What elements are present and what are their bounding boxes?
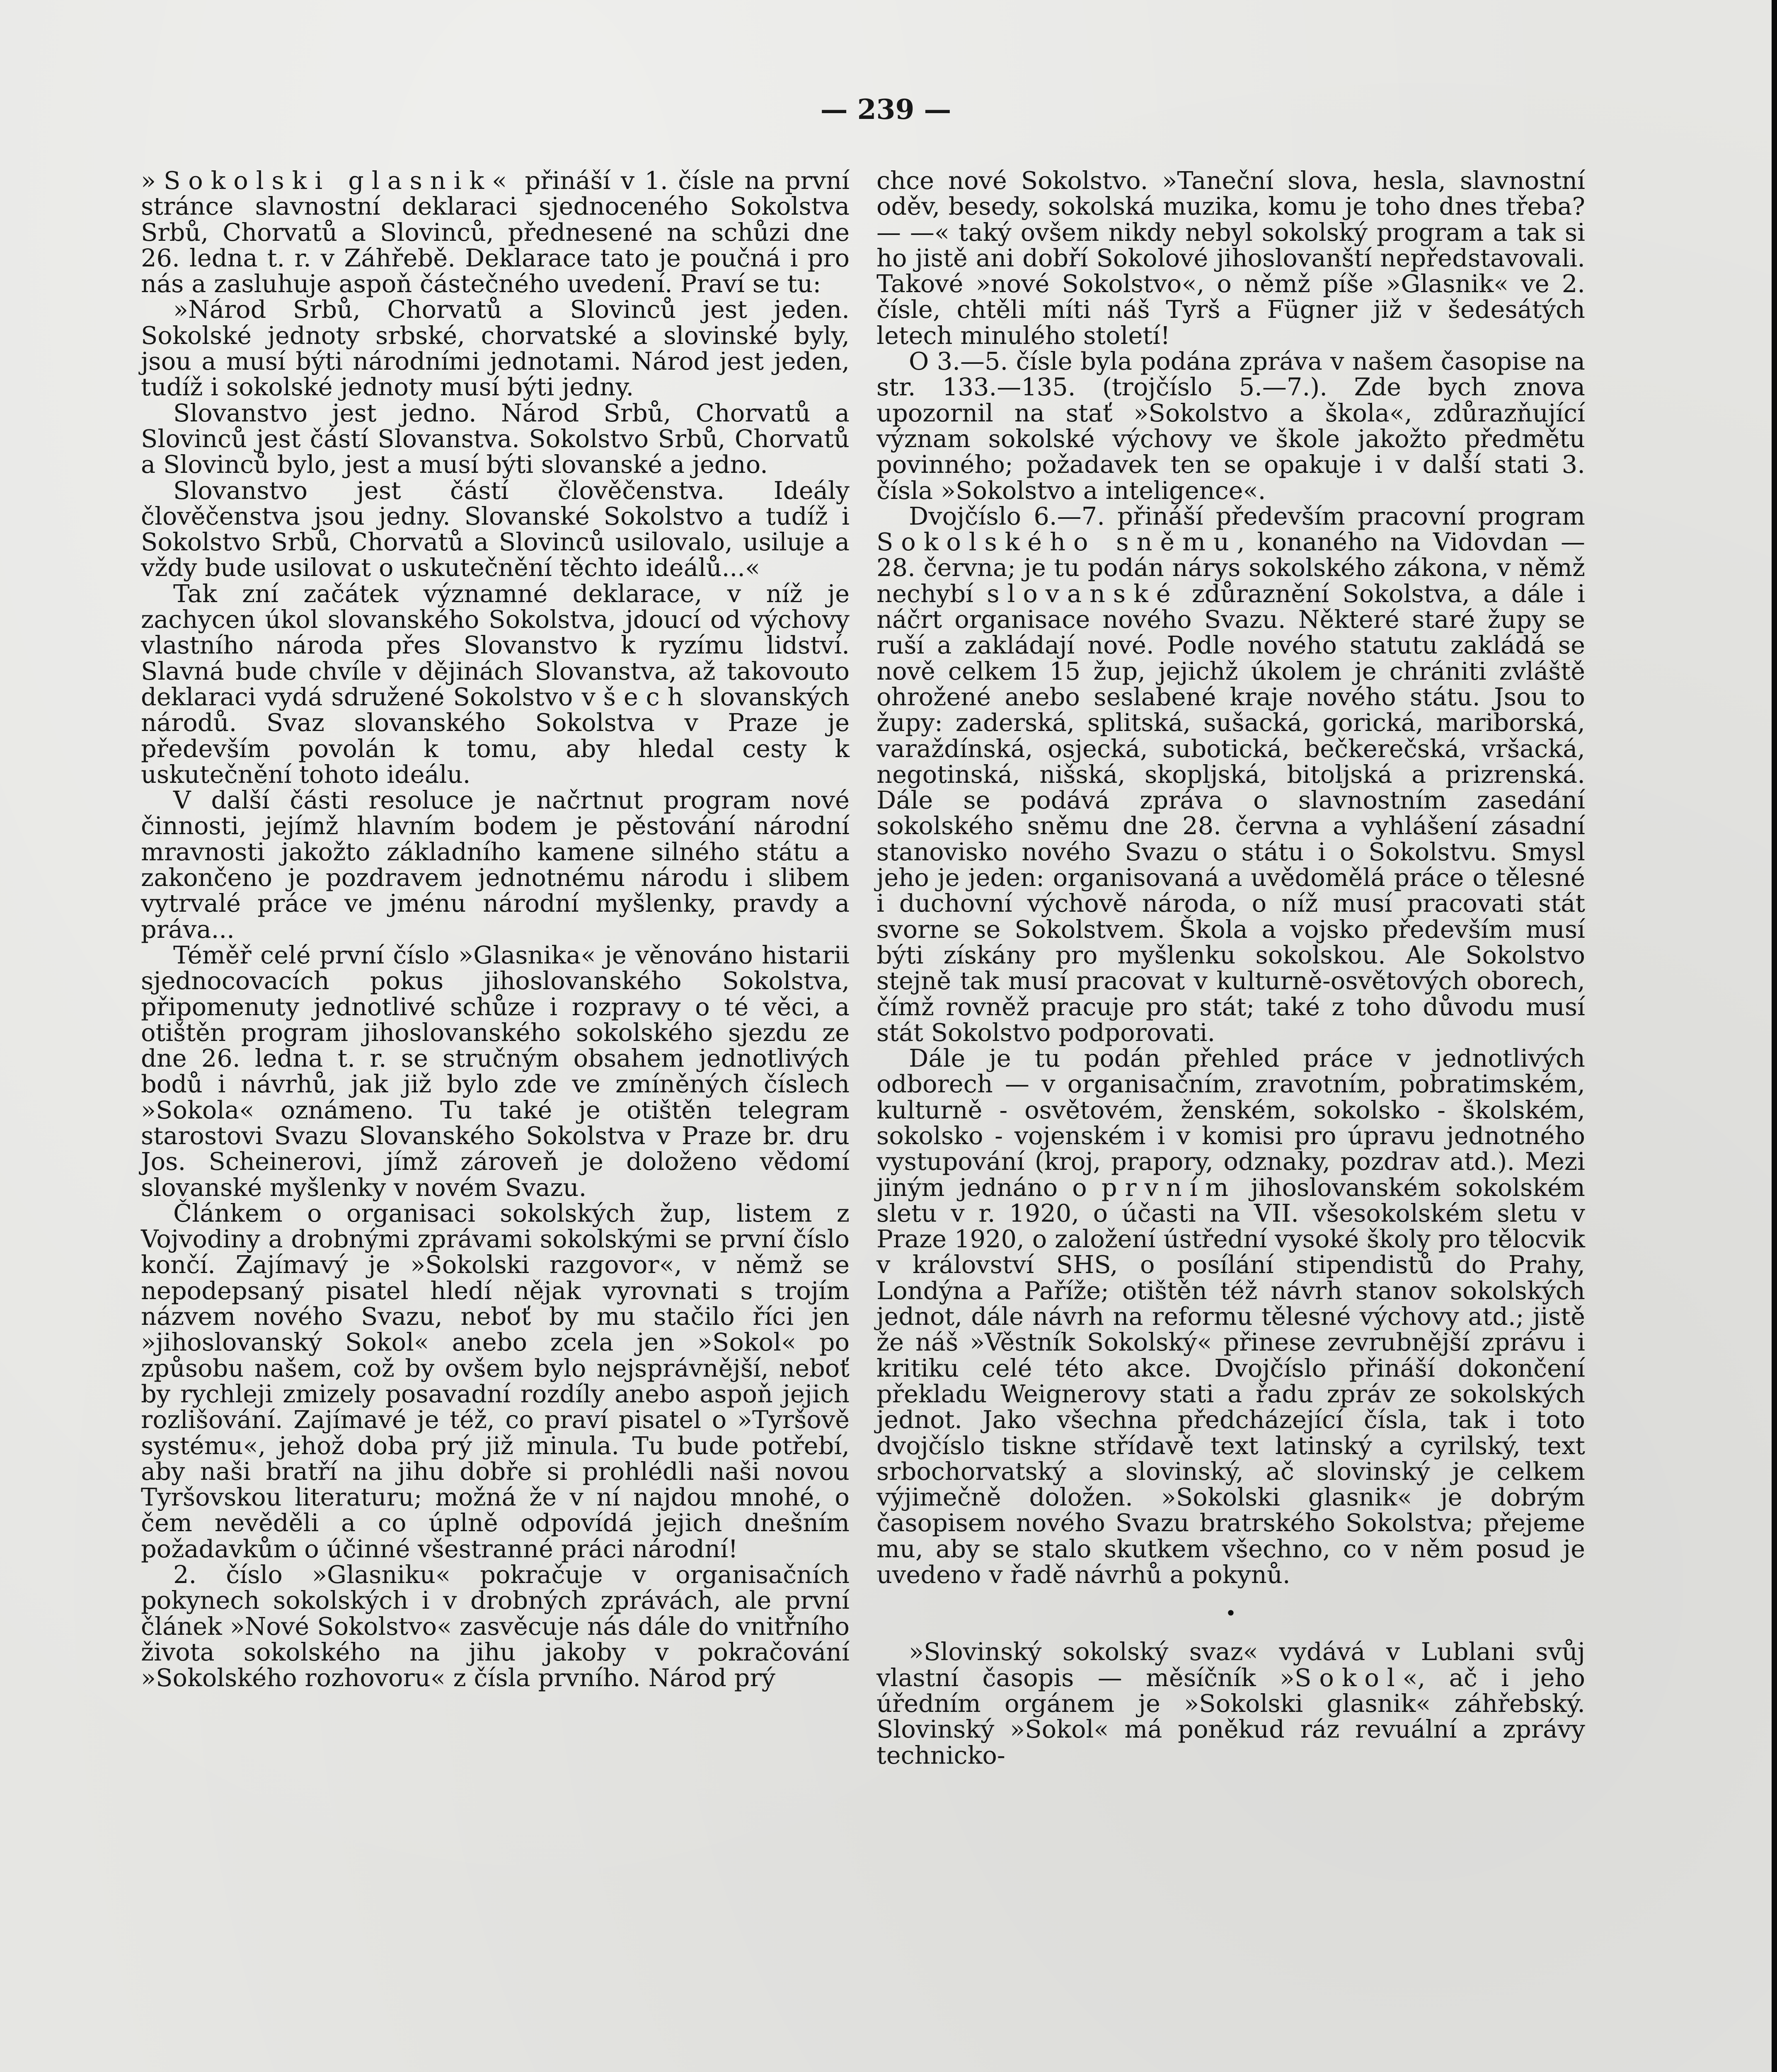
paragraph-text: Článkem o organisaci sokolských žup, listem z Vojvodiny a drobnými zprávami sokolskými se první číslo končí. Zajímavý je »Sokolski razgovor«, v němž se nepodepsaný pisatel hledí nějak vyrovnati s trojím názvem nového Svazu, neboť by mu stačilo říci jen »jihoslovanský Sokol« anebo zcela jen »Sokol« po způsobu našem, což by ovšem bylo nejsprávnější, neboť by rychleji zmizely posavadní rozdíly anebo aspoň jejich rozlišování. Zajímavé je též, co praví pisatel o »Tyršově systému«, jehož doba prý již minula. Tu bude potřebí, aby naši bratří na jihu dobře si prohlédli naši novou Tyršovskou literaturu; možná že v ní najdou mnohé, o čem nevěděli a co úplně odpovídá jejich dnešním požadavkům o účinné všestranné práci národní!	[141, 1198, 850, 1563]
paragraph-text: »Národ Srbů, Chorvatů a Slovinců jest jeden. Sokolské jednoty srbské, chorvatské a slovinské byly, jsou a musí býti národními jednotami. Národ jest jeden, tudíž i sokolské jednoty musí býti jedny.	[141, 295, 850, 402]
paragraph-text: V další části resoluce je načrtnut program nové činnosti, jejímž hlavním bodem je pěstování národní mravnosti jakožto základního kamene silného státu a zakončeno je pozdravem jednotnému národu i slibem vytrvalé práce ve jménu národní myšlenky, pravdy a práva...	[141, 786, 850, 944]
paragraph-text: zdůraznění Sokolstva, a dále i náčrt organisace nového Svazu. Některé staré župy se ruší a zakládají nové. Podle nového statutu zakládá se nově celkem 15 žup, jejichž úkolem je chrániti zvláště ohrožené anebo seslabené kraje nového státu. Jsou to župy: zaderská, splitská, sušacká, gorická, mariborská, varaždínská, osjecká, subotická, bečkerečská, vršacká, negotinská, nišská, skopljská, bitoljská a prizrenská. Dále se podává zpráva o slavnostním zasedání sokolského sněmu dne 28. června a vyhlášení zásadní stanovisko nového Svazu o státu i o Sokolstvu. Smysl jeho je jeden: organisovaná a uvědomělá práce o tělesné i duchovní výchově národa, o níž musí pracovati stát svorne se Sokolstvem. Škola a vojsko především musí býti získány pro myšlenku sokolskou. Ale Sokolstvo stejně tak musí pracovat v kulturně-osvětových oborech, čímž rovněž pracuje pro stát; také z toho důvodu musí stát Sokolstvo podporovati.	[876, 579, 1585, 1047]
spaced-word: slovanské	[987, 579, 1179, 608]
left-column	[141, 168, 850, 1691]
paragraph-text: Dvojčíslo 6.—7. přináší především pracovní program	[909, 501, 1585, 530]
paragraph	[141, 1198, 850, 1563]
spaced-title: »Sokolski glasnik«	[141, 166, 515, 195]
spaced-word: všech	[581, 682, 691, 711]
paragraph	[876, 349, 1585, 503]
paragraph	[141, 478, 850, 581]
paragraph-text: , konaného na Vidovdan — 28. června; je tu podán nárys sokolského zákona, v němž nechybí	[876, 528, 1585, 608]
paragraph-text: jihoslovanském sokolském sletu v r. 1920, o účasti na VII. všesokolském sletu v Praze 1920, o založení ústřední vysoké školy pro tělocvik v království SHS, o posílání stipendistů do Prahy, Londýna a Paříže; otištěn též návrh stanov sokolských jednot, dále návrh na reformu tělesné výchovy atd.; jistě že náš »Věstník Sokolský« přinese zevrubnější zprávu i kritiku celé této akce. Dvojčíslo přináší dokončení překladu Weignerovy stati a řadu zpráv ze sokolských jednot. Jako všechna předcházející čísla, tak i toto dvojčíslo tiskne střídavě text latinský a cyrilský, text srbochorvatský a slovinský, ač slovinský je celkem výjimečně doložen. »Sokolski glasnik« je dobrým časopisem nového Svazu bratrského Sokolstva; přejeme mu, aby se stalo skutkem všechno, co v něm posud je uvedeno v řadě návrhů a pokynů.	[876, 1173, 1585, 1589]
spaced-word: prvním	[1101, 1173, 1237, 1202]
paragraph-text: «, ač i jeho úředním orgánem je »Sokolski glasnik« záhřebský. Slovinský »Sokol« má poněkud ráz revuální a zprávy technicko-	[876, 1663, 1586, 1769]
page-number: — 239 —	[820, 93, 951, 126]
paragraph-text: 2. číslo »Glasniku« pokračuje v organisačních pokynech sokolských i v drobných zprávách, ale první článek »Nové Sokolstvo« zasvěcuje nás dále do vnitřního života sokolského na jihu jakoby v pokračování »Sokolského rozhovoru« z čísla prvního. Národ prý	[141, 1560, 850, 1692]
paragraph	[141, 942, 850, 1201]
paragraph-text: Slovanstvo jest částí člověčenstva. Ideály člověčenstva jsou jedny. Slovanské Sokolstvo a tudíž i Sokolstvo Srbů, Chorvatů a Slovinců usilovalo, usiluje a vždy bude usilovat o uskutečnění těchto ideálů...«	[141, 476, 850, 582]
paragraph	[141, 400, 850, 478]
paragraph	[876, 1639, 1585, 1768]
paragraph	[141, 581, 850, 787]
paragraph-text: Slovanstvo jest jedno. Národ Srbů, Chorvatů a Slovinců jest částí Slovanstva. Sokolstvo Srbů, Chorvatů a Slovinců bylo, jest a musí býti slovanské a jedno.	[141, 398, 850, 479]
paragraph	[141, 787, 850, 942]
spaced-word: Sokol	[1295, 1663, 1403, 1692]
paragraph-text: O 3.—5. čísle byla podána zpráva v našem časopise na str. 133.—135. (trojčíslo 5.—7.). Zde bych znova upozornil na stať »Sokolstvo a škola«, zdůrazňující význam sokolské výchovy ve škole jakožto předmětu povinného; požadavek ten se opakuje i v další stati 3. čísla »Sokolstvo a inteligence«.	[876, 347, 1585, 505]
paragraph-text: chce nové Sokolstvo. »Taneční slova, hesla, slavnostní oděv, besedy, sokolská muzika, komu je toho dnes třeba? — —« taký ovšem nikdy nebyl sokolský program a tak si ho jistě ani dobří Sokolové jihoslovanští nepředstavovali. Takové »nové Sokolstvo«, o němž píše »Glasnik« ve 2. čísle, chtěli míti náš Tyrš a Fügner již v šedesátých letech minulého století!	[876, 166, 1585, 350]
section-separator: •	[1225, 1602, 1237, 1625]
right-column	[876, 168, 1585, 1768]
paragraph	[876, 503, 1585, 1046]
paragraph-text: přináší v 1. čísle na první stránce slavnostní deklaraci sjednoceného Sokolstva Srbů, Chorvatů a Slovinců, přednesené na schůzi dne 26. ledna t. r. v Záhřebě. Deklarace tato je poučná i pro nás a zasluhuje aspoň částečného uvedení. Praví se tu:	[141, 166, 850, 298]
paragraph-text: slovanských národů. Svaz slovanského Sokolstva v Praze je především povolán k tomu, aby hledal cesty k uskutečnění tohoto ideálu.	[141, 682, 850, 789]
paragraph	[141, 297, 850, 400]
paragraph-text: Dále je tu podán přehled práce v jednotlivých odborech — v organisačním, zravotním, pobratimském, kulturně - osvětovém, ženském, sokolsko - školském, sokolsko - vojenském i v komisi pro úpravu jednotného vystupování (kroj, prapory, odznaky, pozdrav atd.). Mezi jiným jednáno o	[876, 1044, 1585, 1202]
paragraph-text: »Slovinský sokolský svaz« vydává v Lublani svůj vlastní časopis — měsíčník »	[876, 1637, 1585, 1692]
paragraph	[876, 1046, 1585, 1588]
paragraph-text: Tak zní začátek významné deklarace, v níž je zachycen úkol slovanského Sokolstva, jdoucí od výchovy vlastního národa přes Slovanstvo k ryzímu lidství. Slavná bude chvíle v dějinách Slovanstva, až takovouto deklaraci vydá sdružené Sokolstvo	[141, 579, 850, 711]
paragraph	[141, 168, 850, 297]
paragraph	[876, 168, 1585, 349]
spaced-word: Sokolského sněmu	[876, 528, 1237, 557]
paragraph	[141, 1562, 850, 1691]
paragraph-text: Téměř celé první číslo »Glasnika« je věnováno histarii sjednocovacích pokus jihoslovanského Sokolstva, připomenuty jednotlivé schůze i rozpravy o té věci, a otištěn program jihoslovanského sokolského sjezdu ze dne 26. ledna t. r. se stručným obsahem jednotlivých bodů i návrhů, jak již bylo zde ve zmíněných číslech »Sokola« oznámeno. Tu také je otištěn telegram starostovi Svazu Slovanského Sokolstva v Praze br. dru Jos. Scheinerovi, jímž zároveň je doloženo vědomí slovanské myšlenky v novém Svazu.	[141, 940, 850, 1202]
